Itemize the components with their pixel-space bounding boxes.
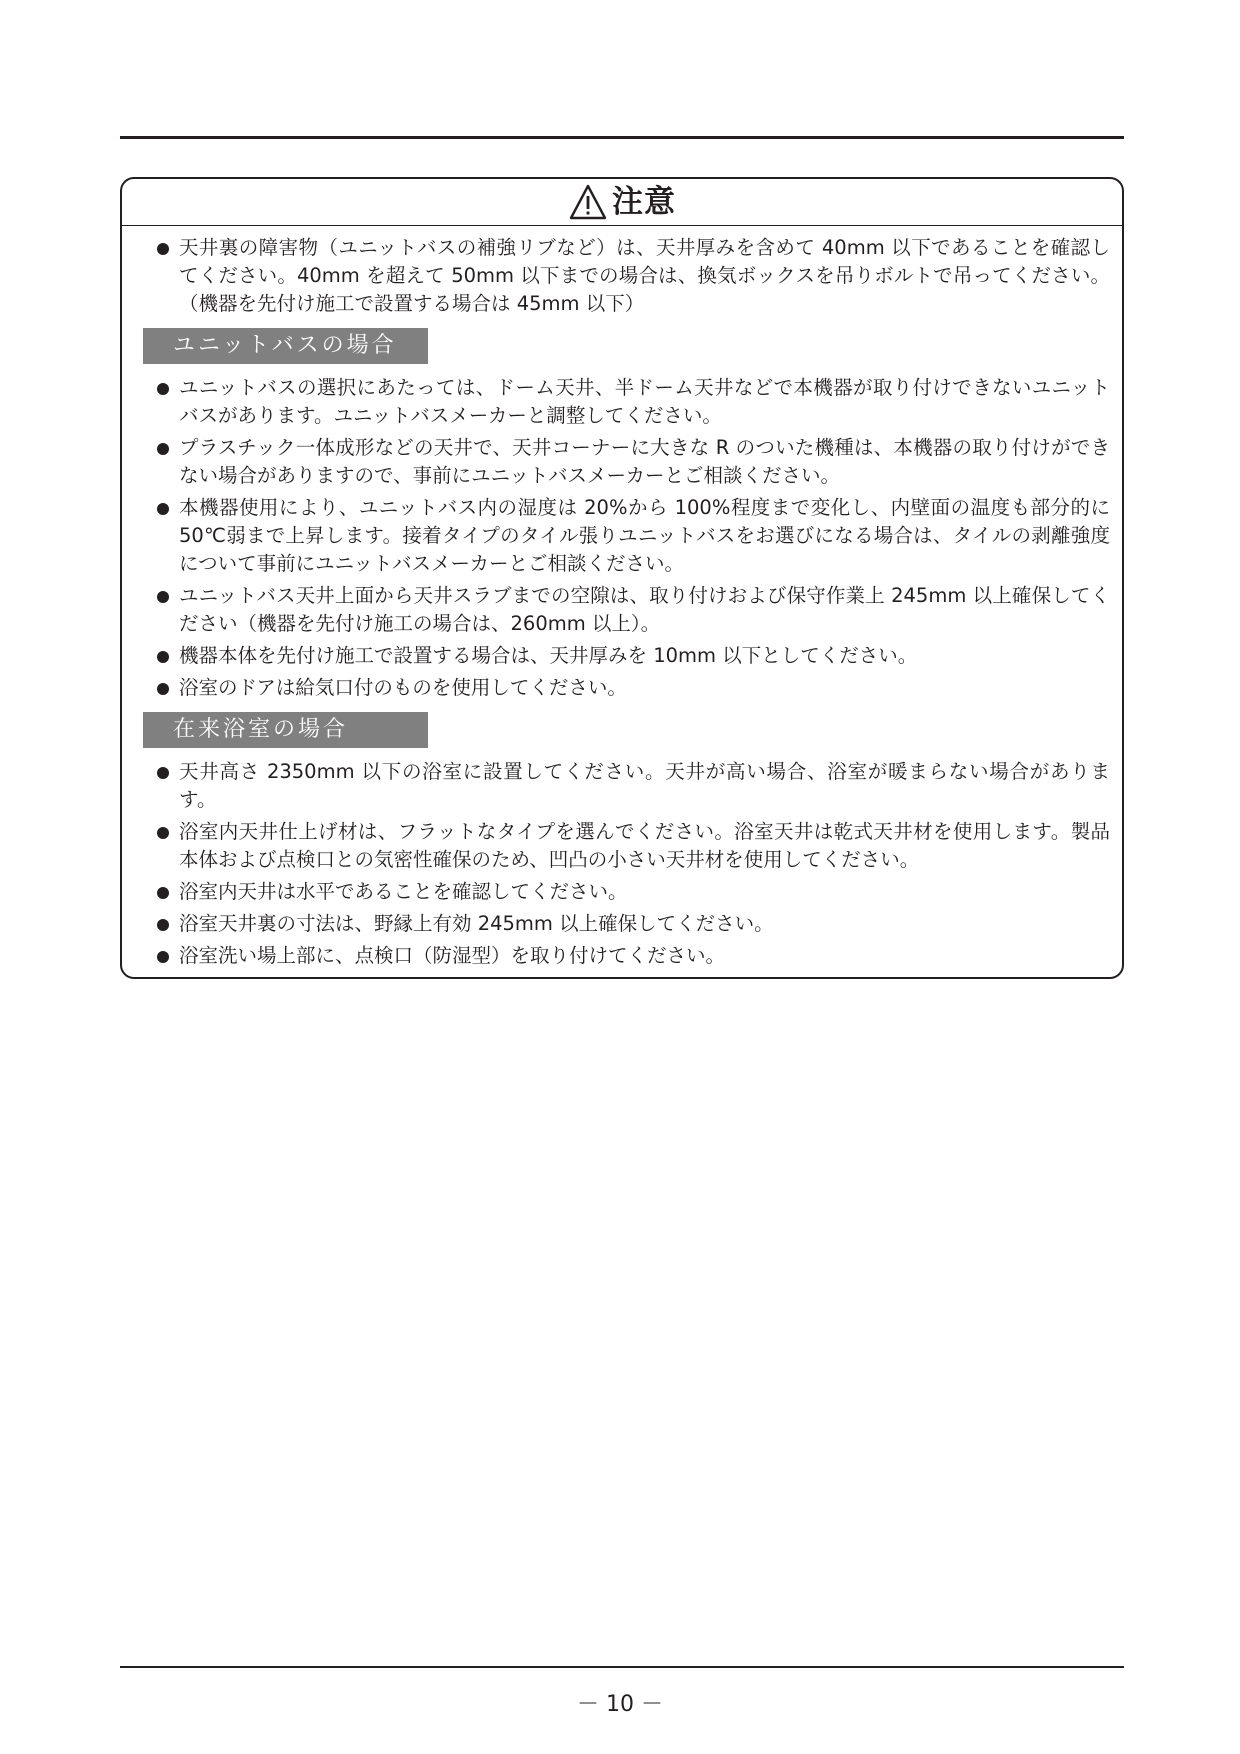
list-item — [157, 818, 1110, 874]
bullet-dot-icon — [157, 383, 169, 395]
bullet-dot-icon — [157, 243, 169, 255]
item-text: 浴室内天井仕上げ材は、フラットなタイプを選んでください。浴室天井は乾式天井材を使用します。製品本体および点検口との気密性確保のため、凹凸の小さい天井材を使用してください。 — [179, 820, 1110, 871]
list-item — [157, 582, 1110, 638]
bullet-dot-icon — [157, 683, 169, 695]
page-number: － 10 － — [577, 1692, 663, 1717]
caution-header — [122, 179, 1122, 226]
section-heading-conventional-bath: 在来浴室の場合 — [143, 712, 428, 748]
item-text: 機器本体を先付け施工で設置する場合は、天井厚みを 10mm 以下としてください。 — [179, 644, 918, 667]
item-text: 天井裏の障害物（ユニットバスの補強リブなど）は、天井厚みを含めて 40mm 以下であることを確認してください。40mm を超えて 50mm 以下までの場合は、換気ボックスを吊りボルトで吊ってください。（機器を先付け施工で設置する場合は 45mm 以下） — [179, 236, 1111, 315]
bullet-dot-icon — [157, 767, 169, 779]
bullet-dot-icon — [157, 651, 169, 663]
bullet-dot-icon — [157, 503, 169, 515]
item-text: ユニットバスの選択にあたっては、ドーム天井、半ドーム天井などで本機器が取り付けできないユニットバスがあります。ユニットバスメーカーと調整してください。 — [179, 376, 1110, 427]
list-item — [157, 758, 1110, 814]
bullet-dot-icon — [157, 887, 169, 899]
list-item — [157, 374, 1110, 430]
list-item — [157, 642, 1110, 670]
item-text: 浴室のドアは給気口付のものを使用してください。 — [179, 676, 627, 699]
list-item — [157, 910, 1110, 938]
bullet-dot-icon — [157, 443, 169, 455]
bullet-dot-icon — [157, 591, 169, 603]
bullet-dot-icon — [157, 827, 169, 839]
caution-title: 注意 — [612, 184, 676, 220]
item-text: プラスチック一体成形などの天井で、天井コーナーに大きな R のついた機種は、本機器の取り付けができない場合がありますので、事前にユニットバスメーカーとご相談ください。 — [179, 436, 1110, 487]
warning-triangle-icon — [568, 183, 608, 221]
list-item — [157, 494, 1110, 578]
caution-box — [120, 177, 1124, 979]
item-text: 浴室洗い場上部に、点検口（防湿型）を取り付けてください。 — [179, 944, 726, 967]
item-text: 本機器使用により、ユニットバス内の湿度は 20%から 100%程度まで変化し、内壁面の温度も部分的に 50℃弱まで上昇します。接着タイプのタイル張りユニットバスをお選びになる場合は、タイルの剥離強度について事前にユニットバスメーカーとご相談ください。 — [179, 496, 1110, 575]
list-item — [157, 234, 1110, 318]
bullet-dot-icon — [157, 919, 169, 931]
item-text: 浴室内天井は水平であることを確認してください。 — [179, 880, 628, 903]
item-text: ユニットバス天井上面から天井スラブまでの空隙は、取り付けおよび保守作業上 245mm 以上確保してください（機器を先付け施工の場合は、260mm 以上）。 — [179, 584, 1110, 635]
footer-rule — [120, 1666, 1124, 1668]
caution-body — [122, 226, 1122, 970]
list-item — [157, 434, 1110, 490]
list-item — [157, 674, 1110, 702]
item-text: 天井高さ 2350mm 以下の浴室に設置してください。天井が高い場合、浴室が暖まらない場合があります。 — [179, 760, 1110, 811]
bullet-dot-icon — [157, 951, 169, 963]
list-item — [157, 942, 1110, 970]
item-text: 浴室天井裏の寸法は、野縁上有効 245mm 以上確保してください。 — [179, 912, 774, 935]
section-heading-unit-bath: ユニットバスの場合 — [143, 328, 428, 364]
list-item — [157, 878, 1110, 906]
top-rule — [120, 136, 1124, 139]
